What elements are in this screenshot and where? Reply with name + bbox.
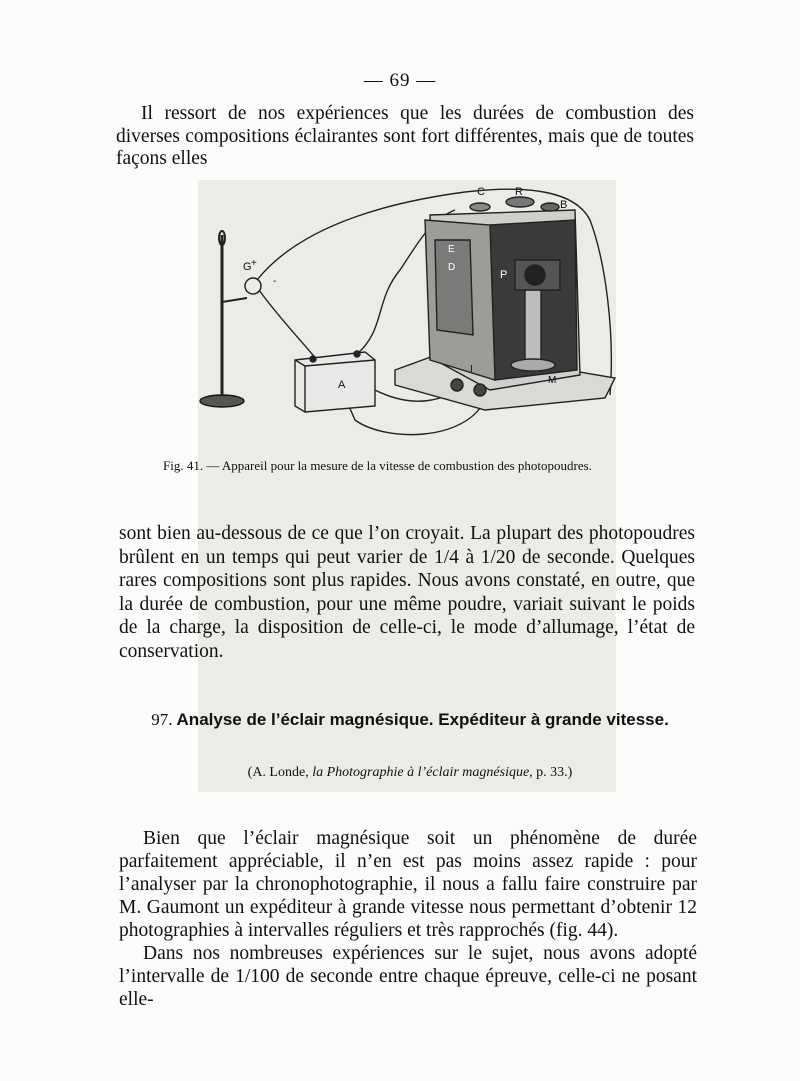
figure-label-c: C [477, 186, 485, 198]
figure-label-p: P [500, 269, 508, 281]
paragraph-dans: Dans nos nombreuses expériences sur le sujet, nous avons adopté l’intervalle de 1/100 de seconde entre chaque épreuve, celle-ci ne posant elle- [119, 943, 697, 1010]
paragraph-intro: Il ressort de nos expériences que les durées de combustion des diverses compositions éclairantes sont fort différentes, mais que de toutes façons elles [116, 103, 694, 169]
figure-caption: Fig. 41. — Appareil pour la mesure de la vitesse de combustion des photopoudres. [163, 458, 592, 473]
section-title: Analyse de l’éclair magnésique. Expéditeur à grande vitesse. [176, 710, 669, 729]
figure-label-i: I [470, 364, 473, 375]
figure-label-minus: - [273, 276, 277, 287]
paragraph-bien: Bien que l’éclair magnésique soit un phénomène de durée parfaitement appréciable, il n’en est pas moins assez rapide : pour l’analyser par la chronophotographie, il nous a fallu faire construire par M. Gaumont un expéditeur à grande vitesse nous permettant d’obtenir 12 photographies à intervalles réguliers et très rapprochés (fig. 44). [119, 828, 697, 941]
reference-prefix: (A. Londe, [247, 765, 309, 780]
figure-label-b: B [560, 199, 568, 211]
section-number: 97. [151, 710, 173, 729]
figure-label-d: D [448, 262, 456, 273]
figure-label-plus: + [251, 258, 257, 269]
section-heading [150, 709, 670, 730]
figure-label-m: M [548, 375, 557, 386]
page-number: — 69 — [363, 70, 437, 91]
reference-suffix: p. 33.) [536, 765, 573, 780]
figure-label-a: A [338, 379, 346, 391]
apparatus-illustration [185, 180, 625, 440]
figure-label-g: G [243, 261, 252, 273]
reference-title: la Photographie à l’éclair magnésique, [312, 765, 533, 780]
figure-label-r: R [515, 186, 523, 198]
section-reference [150, 765, 670, 781]
paragraph-result: sont bien au-dessous de ce que l’on croyait. La plupart des photopoudres brûlent en un temps qui peut varier de 1/4 à 1/20 de seconde. Quelques rares compositions sont plus rapides. Nous avons constaté, en outre, que la durée de combustion, pour une même poudre, variait suivant le poids de la charge, la disposition de celle-ci, le mode d’allumage, l’état de conservation. [119, 523, 695, 662]
figure-label-e: E [448, 244, 455, 255]
figure-apparatus [185, 180, 625, 440]
